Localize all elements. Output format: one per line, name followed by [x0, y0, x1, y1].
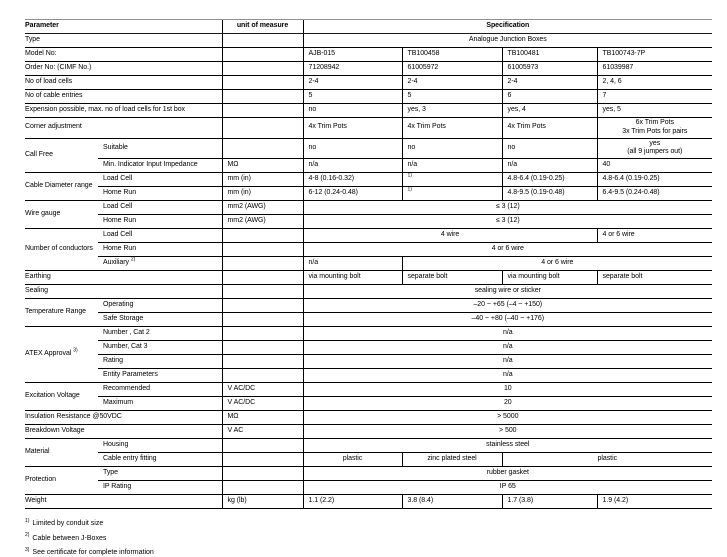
table-row: [25, 481, 712, 495]
spec-table-body: [25, 34, 712, 509]
param-cell: Breakdown Voltage: [25, 425, 222, 439]
spec-cell: –40 ~ +80 (–40 ~ +176): [303, 313, 712, 327]
spec-cell: 4.8-6.4 (0.19-0.25): [597, 173, 712, 187]
param-cell: No of cable entries: [25, 90, 222, 104]
unit-cell: MΩ: [222, 411, 303, 425]
unit-cell: [222, 76, 303, 90]
unit-cell: [222, 104, 303, 118]
param-group-cell: Call Free: [25, 138, 98, 173]
param-group-cell: Number of conductors: [25, 229, 98, 271]
spec-cell: 2-4: [402, 76, 502, 90]
header-row: [25, 20, 712, 34]
spec-cell: 5: [303, 90, 402, 104]
table-row: [25, 425, 712, 439]
unit-cell: [222, 341, 303, 355]
spec-cell: 10: [303, 383, 712, 397]
unit-cell: [222, 467, 303, 481]
param-group-cell: Temperature Range: [25, 299, 98, 327]
table-row: [25, 62, 712, 76]
spec-cell: 4 or 6 wire: [402, 257, 712, 271]
param-cell: Number , Cat 2: [98, 327, 222, 341]
param-cell: Load Cell: [98, 173, 222, 187]
table-row: [25, 453, 712, 467]
spec-cell: IP 65: [303, 481, 712, 495]
spec-cell: n/a: [303, 327, 712, 341]
param-group-cell: Excitation Voltage: [25, 383, 98, 411]
spec-cell: 1): [402, 187, 502, 201]
table-row: [25, 341, 712, 355]
spec-cell: yes, 4: [502, 104, 597, 118]
param-cell: Earthing: [25, 271, 222, 285]
table-row: [25, 271, 712, 285]
footnote-text: Cable between J-Boxes: [32, 534, 107, 542]
table-row: [25, 118, 712, 139]
table-row: [25, 201, 712, 215]
unit-cell: [222, 138, 303, 159]
spec-cell: n/a: [502, 159, 597, 173]
unit-cell: mm2 (AWG): [222, 215, 303, 229]
table-row: [25, 257, 712, 271]
param-group-cell: Material: [25, 439, 98, 467]
table-row: [25, 495, 712, 509]
spec-cell: > 5000: [303, 411, 712, 425]
spec-cell: 6-12 (0.24-0.48): [303, 187, 402, 201]
param-cell: No of load cells: [25, 76, 222, 90]
spec-cell: 2-4: [303, 76, 402, 90]
unit-cell: V AC: [222, 425, 303, 439]
spec-cell: 4 or 6 wire: [597, 229, 712, 243]
table-row: [25, 48, 712, 62]
param-cell: Type: [98, 467, 222, 481]
spec-cell: 61005973: [502, 62, 597, 76]
spec-cell: 71208942: [303, 62, 402, 76]
spec-cell: 4 wire: [303, 229, 597, 243]
param-cell: IP Rating: [98, 481, 222, 495]
unit-cell: [222, 481, 303, 495]
spec-cell: n/a: [402, 159, 502, 173]
table-row: [25, 439, 712, 453]
spec-cell: TB100458: [402, 48, 502, 62]
param-group-cell: Cable Diameter range: [25, 173, 98, 201]
spec-cell: 4x Trim Pots: [502, 118, 597, 139]
unit-cell: V AC/DC: [222, 383, 303, 397]
param-cell: Model No:: [25, 48, 222, 62]
param-group-cell: ATEX Approval $^{3)}$: [25, 327, 98, 383]
footnote-text: Limited by conduit size: [32, 520, 104, 527]
param-cell: Home Run: [98, 215, 222, 229]
spec-cell: TB100481: [502, 48, 597, 62]
spec-cell: yes, 5: [597, 104, 712, 118]
spec-cell: 4 or 6 wire: [303, 243, 712, 257]
param-cell: Sealing: [25, 285, 222, 299]
spec-cell: n/a: [303, 257, 402, 271]
spec-cell: TB100743-7P: [597, 48, 712, 62]
footnote: $^{2)}$ Cable between J-Boxes: [25, 532, 107, 542]
unit-cell: [222, 257, 303, 271]
spec-cell: Analogue Junction Boxes: [303, 34, 712, 48]
param-cell: Entity Parameters: [98, 369, 222, 383]
spec-cell: plastic: [303, 453, 402, 467]
param-cell: Min. Indicator Input Impedance: [98, 159, 222, 173]
spec-cell: 4.8-6.4 (0.19-0.25): [502, 173, 597, 187]
unit-cell: [222, 285, 303, 299]
spec-cell: plastic: [502, 453, 712, 467]
param-cell: Maximum: [98, 397, 222, 411]
spec-cell: 20: [303, 397, 712, 411]
spec-cell: 4x Trim Pots: [303, 118, 402, 139]
spec-cell: 1): [402, 173, 502, 187]
unit-cell: kg (lb): [222, 495, 303, 509]
unit-cell: [222, 313, 303, 327]
header-specification: Specification: [303, 20, 712, 34]
param-cell: Recommended: [98, 383, 222, 397]
unit-cell: [222, 299, 303, 313]
spec-cell: 1.7 (3.8): [502, 495, 597, 509]
spec-cell: 6: [502, 90, 597, 104]
param-cell: Auxiliary $^{2)}$: [98, 257, 222, 271]
footnote: $^{3)}$ See certificate for complete information: [25, 546, 154, 557]
table-row: [25, 159, 712, 173]
spec-cell: 61005972: [402, 62, 502, 76]
spec-cell: no: [303, 138, 402, 159]
spec-cell: > 500: [303, 425, 712, 439]
table-row: [25, 90, 712, 104]
table-row: [25, 467, 712, 481]
param-cell: Order No: (CIMF No.): [25, 62, 222, 76]
table-row: [25, 138, 712, 159]
unit-cell: mm (in): [222, 173, 303, 187]
param-cell: Load Cell: [98, 229, 222, 243]
table-row: [25, 173, 712, 187]
spec-cell: 6x Trim Pots 3x Trim Pots for pairs: [597, 118, 712, 139]
spec-cell: n/a: [303, 159, 402, 173]
spec-cell: 2-4: [502, 76, 597, 90]
spec-cell: yes, 3: [402, 104, 502, 118]
unit-cell: [222, 90, 303, 104]
spec-cell: zinc plated steel: [402, 453, 502, 467]
param-cell: Expension possible, max. no of load cells for 1st box: [25, 104, 222, 118]
spec-cell: 1.1 (2.2): [303, 495, 402, 509]
table-row: [25, 327, 712, 341]
table-row: [25, 411, 712, 425]
spec-cell: n/a: [303, 341, 712, 355]
header-parameter: Parameter: [25, 20, 222, 34]
table-row: [25, 104, 712, 118]
spec-cell: AJB-015: [303, 48, 402, 62]
param-cell: Number, Cat 3: [98, 341, 222, 355]
param-cell: Weight: [25, 495, 222, 509]
table-row: [25, 397, 712, 411]
table-row: [25, 34, 712, 48]
spec-cell: rubber gasket: [303, 467, 712, 481]
spec-cell: 6.4-9.5 (0.24-0.48): [597, 187, 712, 201]
specification-table: [25, 19, 712, 509]
spec-cell: 1.9 (4.2): [597, 495, 712, 509]
spec-cell: 5: [402, 90, 502, 104]
unit-cell: [222, 439, 303, 453]
unit-cell: [222, 327, 303, 341]
param-cell: Corner adjustment: [25, 118, 222, 139]
unit-cell: [222, 271, 303, 285]
spec-cell: no: [402, 138, 502, 159]
unit-cell: [222, 229, 303, 243]
table-row: [25, 369, 712, 383]
spec-cell: 61039987: [597, 62, 712, 76]
spec-cell: ≤ 3 (12): [303, 215, 712, 229]
table-row: [25, 355, 712, 369]
table-row: [25, 285, 712, 299]
table-row: [25, 215, 712, 229]
spec-cell: n/a: [303, 369, 712, 383]
param-cell: Cable entry fitting: [98, 453, 222, 467]
table-row: [25, 313, 712, 327]
footnote-text: See certificate for complete information: [32, 549, 154, 557]
spec-cell: 4-8 (0.16-0.32): [303, 173, 402, 187]
spec-cell: 3.8 (8.4): [402, 495, 502, 509]
spec-cell: yes (all 9 jumpers out): [597, 138, 712, 159]
unit-cell: [222, 48, 303, 62]
unit-cell: MΩ: [222, 159, 303, 173]
param-cell: Suitable: [98, 138, 222, 159]
spec-cell: 7: [597, 90, 712, 104]
spec-cell: 4.8-9.5 (0.19-0.48): [502, 187, 597, 201]
unit-cell: mm2 (AWG): [222, 201, 303, 215]
unit-cell: [222, 243, 303, 257]
spec-cell: 2, 4, 6: [597, 76, 712, 90]
unit-cell: V AC/DC: [222, 397, 303, 411]
spec-cell: no: [502, 138, 597, 159]
param-cell: Housing: [98, 439, 222, 453]
param-cell: Operating: [98, 299, 222, 313]
table-row: [25, 76, 712, 90]
spec-cell: n/a: [303, 355, 712, 369]
param-cell: Safe Storage: [98, 313, 222, 327]
table-row: [25, 187, 712, 201]
spec-cell: separate bolt: [402, 271, 502, 285]
param-cell: Load Cell: [98, 201, 222, 215]
spec-cell: –20 ~ +65 (–4 ~ +150): [303, 299, 712, 313]
param-group-cell: Wire gauge: [25, 201, 98, 229]
unit-cell: mm (in): [222, 187, 303, 201]
table-row: [25, 299, 712, 313]
header-unit-of-measure: unit of measure: [222, 20, 303, 34]
unit-cell: [222, 118, 303, 139]
table-row: [25, 229, 712, 243]
param-group-cell: Protection: [25, 467, 98, 495]
spec-cell: ≤ 3 (12): [303, 201, 712, 215]
unit-cell: [222, 453, 303, 467]
spec-cell: via mounting bolt: [303, 271, 402, 285]
table-row: [25, 243, 712, 257]
table-row: [25, 383, 712, 397]
spec-cell: separate bolt: [597, 271, 712, 285]
footnote: $^{1)}$ Limited by conduit size: [25, 517, 104, 527]
unit-cell: [222, 62, 303, 76]
param-cell: Rating: [98, 355, 222, 369]
spec-cell: via mounting bolt: [502, 271, 597, 285]
param-cell: Insulation Resistance @50VDC: [25, 411, 222, 425]
param-cell: Home Run: [98, 243, 222, 257]
spec-cell: 40: [597, 159, 712, 173]
spec-cell: sealing wire or sticker: [303, 285, 712, 299]
spec-cell: stainless steel: [303, 439, 712, 453]
unit-cell: [222, 355, 303, 369]
footnotes: [25, 519, 712, 557]
param-cell: Home Run: [98, 187, 222, 201]
param-cell: Type: [25, 34, 222, 48]
unit-cell: [222, 369, 303, 383]
spec-cell: no: [303, 104, 402, 118]
unit-cell: [222, 34, 303, 48]
spec-cell: 4x Trim Pots: [402, 118, 502, 139]
